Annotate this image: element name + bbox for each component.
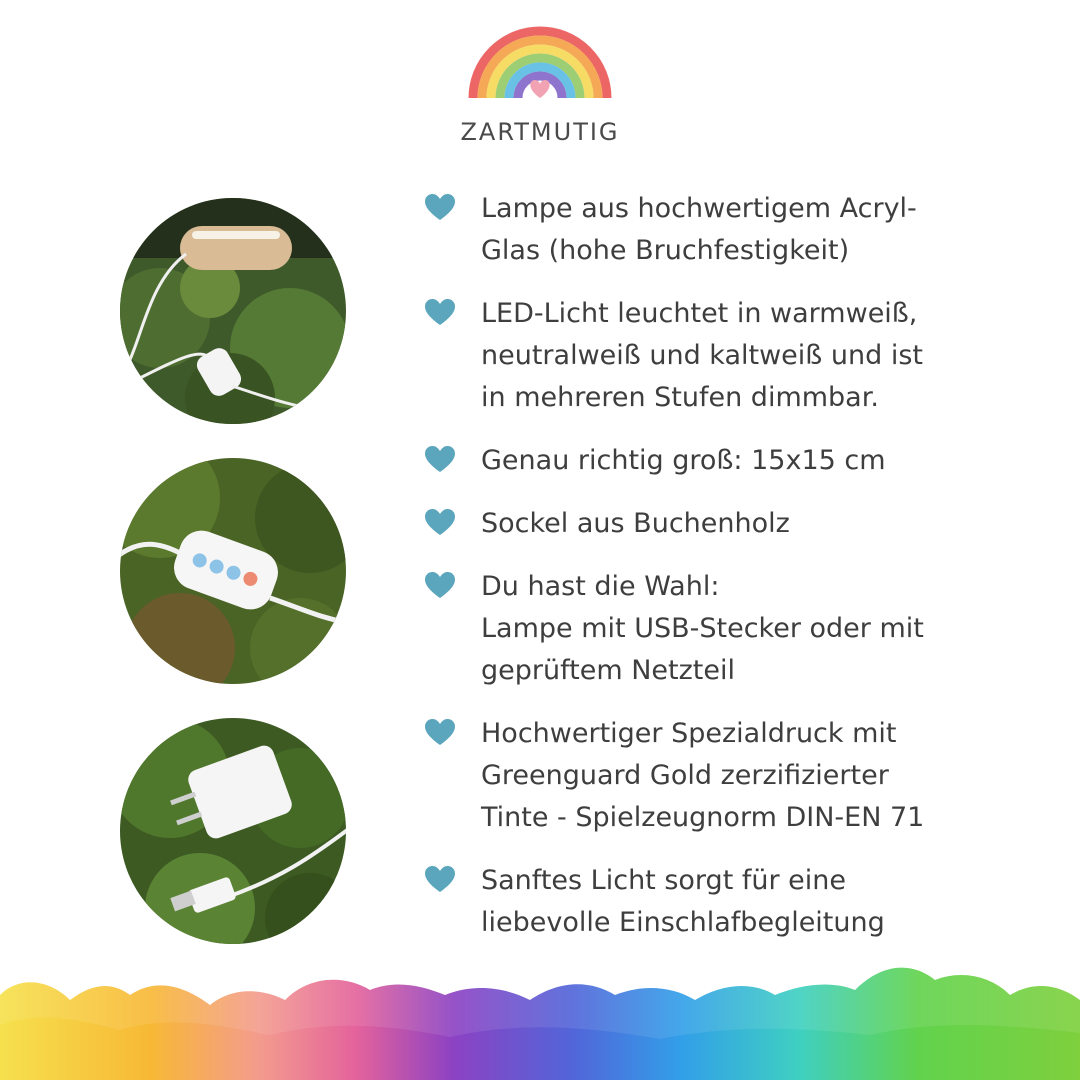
heart-icon [425, 866, 455, 893]
feature-line: neutralweiß und kaltweiß und ist [481, 340, 923, 371]
feature-item [425, 293, 985, 419]
feature-line: liebevolle Einschlafbegleitung [481, 907, 885, 938]
lamp-base-on-moss-photo [120, 198, 346, 424]
photo-lamp-base [120, 198, 346, 424]
feature-line: geprüftem Netzteil [481, 655, 735, 686]
feature-line: Glas (hohe Bruchfestigkeit) [481, 235, 850, 266]
rainbow-heart-icon [465, 14, 615, 104]
brand-name: ZARTMUTIG [460, 118, 620, 146]
heart-icon [425, 446, 455, 473]
feature-item [425, 566, 985, 692]
feature-item [425, 713, 985, 839]
brand-logo [450, 14, 630, 144]
feature-line: Lampe aus hochwertigem Acryl- [481, 193, 917, 224]
feature-line: Sockel aus Buchenholz [481, 508, 790, 539]
feature-item [425, 860, 985, 944]
usb-power-adapter-photo [120, 718, 346, 944]
feature-line: Greenguard Gold zerzifizierter [481, 760, 889, 791]
feature-line: Tinte - Spielzeugnorm DIN-EN 71 [481, 802, 925, 833]
feature-line: Lampe mit USB-Stecker oder mit [481, 613, 924, 644]
watercolor-splash [0, 955, 1080, 1080]
feature-line: Hochwertiger Spezialdruck mit [481, 718, 897, 749]
dimmer-switch-on-moss-photo [120, 458, 346, 684]
photo-dimmer-switch [120, 458, 346, 684]
feature-item [425, 503, 985, 545]
feature-item [425, 188, 985, 272]
heart-icon [425, 509, 455, 536]
feature-line: Sanftes Licht sorgt für eine [481, 865, 847, 896]
heart-icon [425, 719, 455, 746]
heart-icon [425, 194, 455, 221]
heart-icon [425, 572, 455, 599]
feature-line: Du hast die Wahl: [481, 571, 720, 602]
feature-item [425, 440, 985, 482]
feature-list [425, 188, 985, 965]
feature-line: Genau richtig groß: 15x15 cm [481, 445, 886, 476]
feature-line: LED-Licht leuchtet in warmweiß, [481, 298, 918, 329]
feature-line: in mehreren Stufen dimmbar. [481, 382, 879, 413]
photo-power-adapter [120, 718, 346, 944]
heart-icon [425, 299, 455, 326]
